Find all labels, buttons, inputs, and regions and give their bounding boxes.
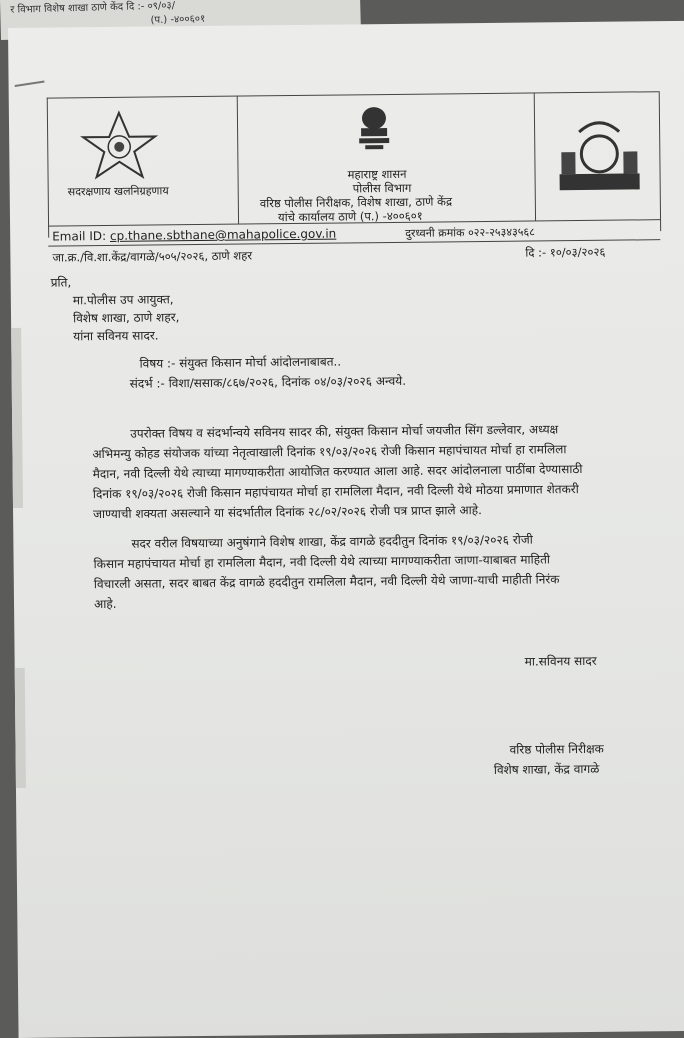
addressee-line-1: मा.पोलीस उप आयुक्त, bbox=[72, 292, 174, 308]
closing-line: मा.सविनय सादर bbox=[524, 653, 597, 669]
body-line: अभिमन्यु कोहड संयोजक यांच्या नेतृत्वाखाली दिनांक १९/०३/२०२६ रोजी किसान महापंचायत मोर्चा हा रामलिला bbox=[92, 442, 567, 462]
email-row bbox=[52, 227, 336, 244]
royal-seal-logo-icon bbox=[549, 111, 650, 202]
letter-date: दि :- १०/०३/२०२६ bbox=[525, 244, 606, 260]
email-address: cp.thane.sbthane@mahapolice.gov.in bbox=[109, 226, 337, 243]
prati-label: प्रति, bbox=[50, 275, 72, 290]
phone-number: दुरध्वनी क्रमांक ०२२-२५३४३५६८ bbox=[405, 225, 535, 240]
org-line-4: यांचे कार्यालय ठाणे (प.) -४००६०१ bbox=[277, 208, 423, 225]
signatory-title: वरिष्ठ पोलीस निरीक्षक bbox=[509, 741, 604, 757]
reference-line: संदर्भ :- विशा/ससाक/८६७/२०२६, दिनांक ०४/०३/२०२६ अन्वये. bbox=[129, 373, 407, 391]
underlying-sheet-text: र विभाग विशेष शाखा ठाणे केंद दि :- ०९/०३/ bbox=[10, 0, 176, 16]
body-line: उपरोक्त विषय व संदर्भान्वये सविनय सादर की, संयुक्त किसान मोर्चा जयजीत सिंग डल्लेवार, अध्यक्ष bbox=[130, 422, 559, 441]
addressee-line-2: विशेष शाखा, ठाणे शहर, bbox=[72, 310, 180, 326]
page-edge bbox=[11, 328, 23, 508]
letterhead-left-border bbox=[47, 98, 49, 238]
letterhead-divider bbox=[237, 96, 239, 224]
body-line: मैदान, नवी दिल्ली येथे त्याच्या मागण्याकरीता आयोजित करण्यात आला आहे. सदर आंदोलनाला पाठींबा देण्यासाठी bbox=[92, 462, 583, 482]
signatory-office: विशेष शाखा, केंद्र वागळे bbox=[493, 761, 600, 777]
letterhead-divider bbox=[534, 92, 536, 220]
org-line-2: पोलीस विभाग bbox=[352, 180, 412, 196]
letterhead-right-border bbox=[659, 91, 661, 231]
pen-mark bbox=[15, 81, 45, 87]
reference-number: जा.क्र./वि.शा.केंद्र/वागळे/५०५/२०२६, ठाणे शहर bbox=[52, 248, 253, 265]
police-star-logo-icon bbox=[69, 106, 170, 187]
body-line: सदर वरील विषयाच्या अनुषंगाने विशेष शाखा, केंद्र वागळे हददीतुन दिनांक १९/०३/२०२६ रोजी bbox=[131, 532, 533, 551]
body-line: विचारली असता, सदर बाबत केंद्र वागळे हददीतुन रामलिला मैदान, नवी दिल्ली येथे जाणा-याची माहीती निरंक bbox=[93, 572, 560, 592]
org-line-3: वरिष्ठ पोलीस निरीक्षक, विशेष शाखा, ठाणे केंद्र bbox=[259, 194, 453, 211]
letterhead-top-border bbox=[47, 91, 659, 98]
body-line: जाण्याची शक्यता असल्याने या संदर्भातील दिनांक २८/०२/२०२६ रोजी पत्र प्राप्त झाले आहे. bbox=[93, 503, 482, 522]
left-logo-caption: सदरक्षणाय खलनिग्रहणाय bbox=[67, 184, 169, 199]
state-emblem-icon bbox=[349, 102, 400, 153]
addressee-line-3: यांना सविनय सादर. bbox=[73, 328, 159, 344]
body-line: आहे. bbox=[93, 596, 117, 612]
email-label: Email ID: bbox=[52, 228, 111, 244]
subject-line: विषय :- संयुक्त किसान मोर्चा आंदोलनाबाबत.. bbox=[139, 354, 342, 371]
org-line-1: महाराष्ट्र शासन bbox=[347, 166, 407, 182]
page-edge bbox=[15, 668, 26, 788]
body-line: दिनांक १९/०३/२०२६ रोजी किसान महापंचायत मोर्चा हा रामलिला मैदान, नवी दिल्ली येथे मोठया प्रमाणात शेतकरी bbox=[92, 482, 579, 502]
letter-page bbox=[8, 21, 684, 1038]
body-line: किसान महापंचायत मोर्चा हा रामलिला मैदान, नवी दिल्ली येथे त्याच्या मागण्याकरीता जाणा-याबाबत माहिती bbox=[93, 552, 551, 572]
underlying-sheet-text-2: (प.) -४००६०१ bbox=[150, 13, 206, 27]
